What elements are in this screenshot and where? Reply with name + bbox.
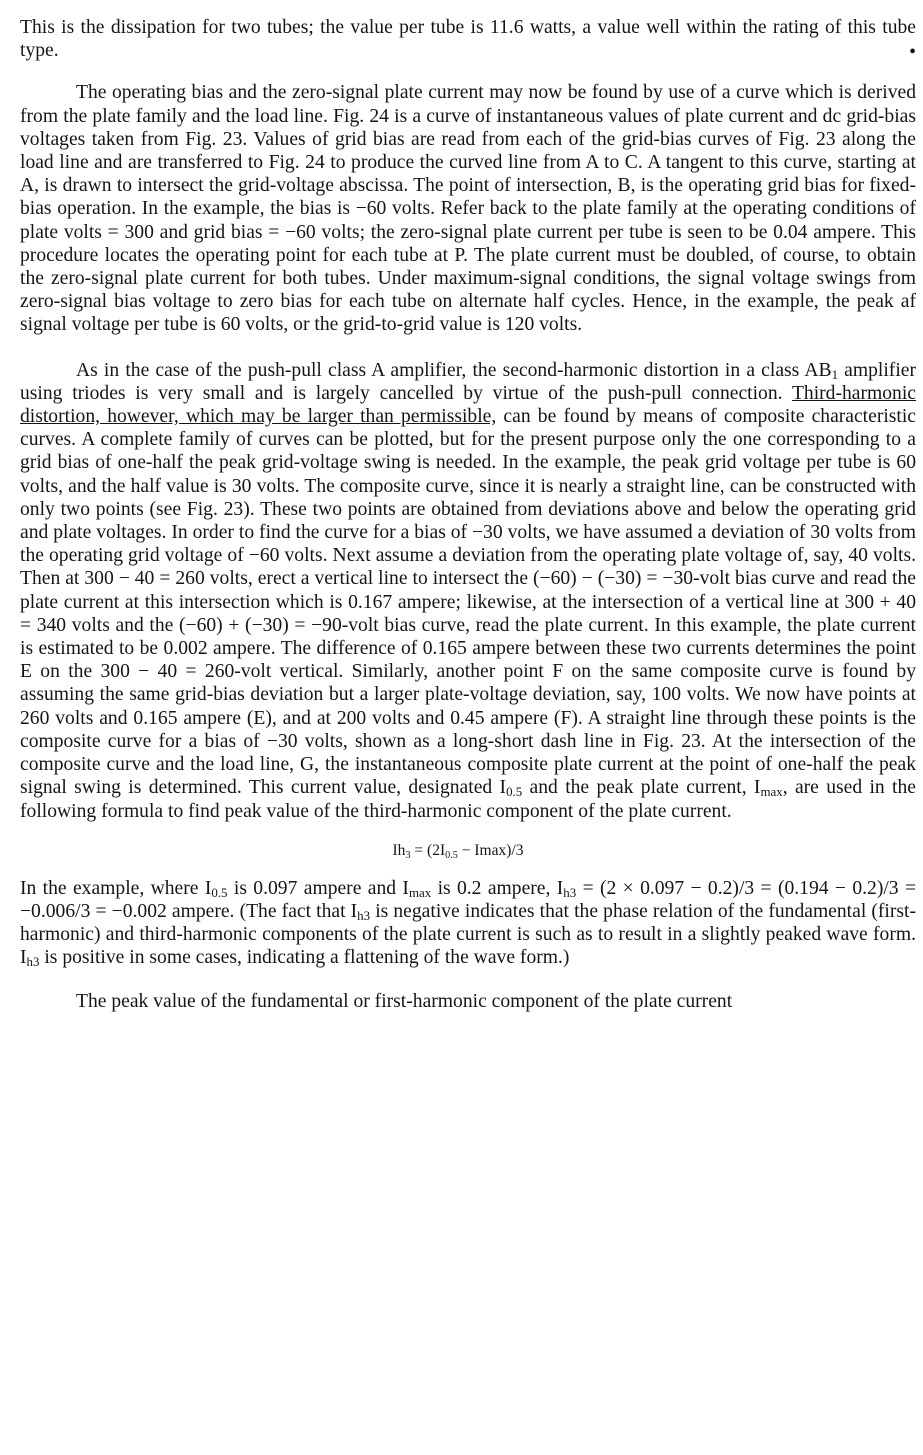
paragraph-peak-fundamental: The peak value of the fundamental or first-harmonic component of the plate current	[76, 990, 733, 1012]
p2-sub-a: 1	[831, 366, 839, 382]
p3-text-c: is 0.2 ampere, I	[431, 877, 564, 899]
p3-text-a: In the example, where I	[20, 877, 212, 899]
p2-sub-d: max	[760, 784, 783, 800]
p3-text-b: is 0.097 ampere and I	[227, 877, 409, 899]
p2-text-d: and the peak plate current, I	[522, 777, 761, 799]
paragraph-third-harmonic	[20, 359, 916, 823]
paragraph-operating-bias: The operating bias and the zero-signal plate current may now be found by use of a curve which is derived from the plate family and the load line. Fig. 24 is a curve of instantaneous values of plate current and dc grid-bias voltages taken from Fig. 23. Values of grid bias are read from each of the grid-bias curves of Fig. 23 along the load line and are transferred to Fig. 24 to produce the curved line from A to C. A tangent to this curve, starting at A, is drawn to intersect the grid-voltage abscissa. The point of intersection, B, is the operating grid bias for fixed-bias operation. In the example, the bias is −60 volts. Refer back to the plate family at the operating conditions of plate volts = 300 and grid bias = −60 volts; the zero-signal plate current per tube is seen to be 0.04 ampere. This procedure locates the operating point for each tube at P. The plate current must be doubled, of course, to obtain the zero-signal plate current for both tubes. Under maximum-signal conditions, the signal voltage swings from zero-signal bias voltage to zero bias for each tube on alternate half cycles. Hence, in the example, the peak af signal voltage per tube is 60 volts, or the grid-to-grid value is 120 volts.	[20, 82, 916, 336]
formula-part-a: Ih	[392, 841, 406, 859]
p3-text-e: is negative indicates that the phase relation of the fundamental (first-harmonic) and third-harmonic components of the plate current is such as to result in a slightly peaked wave form. I	[20, 900, 916, 969]
p3-sub-a: 0.5	[211, 884, 228, 900]
underlined-phrase: Third-harmonic distortion, however, which may be larger than permissible,	[20, 382, 916, 428]
formula-part-b: = (2I	[410, 841, 446, 859]
p3-text-f: is positive in some cases, indicating a flattening of the wave form.)	[39, 947, 570, 969]
paragraph-example-calc	[20, 877, 916, 970]
document-page	[20, 16, 916, 1013]
formula-sub-b: 0.5	[445, 849, 458, 861]
formula-third-harmonic	[20, 841, 916, 861]
p3-sub-d: h3	[357, 907, 371, 923]
bullet-mark: •	[909, 42, 916, 64]
paragraph-dissipation	[20, 16, 916, 62]
p2-text-e: , are used in the following formula to find peak value of the third-harmonic component of the plate current.	[20, 777, 916, 822]
p3-sub-b: max	[408, 884, 432, 900]
formula-sub-a: 3	[405, 849, 411, 861]
p2-text-c: can be found by means of composite characteristic curves. A complete family of curves can be plotted, but for the present purpose only the one corresponding to a grid bias of one-half the peak grid-voltage swing is needed. In the example, the peak grid voltage per tube is 60 volts, and the half value is 30 volts. The composite curve, since it is nearly a straight line, can be constructed with only two points (see Fig. 23). These two points are obtained from deviations above and below the operating grid and plate voltages. In order to find the curve for a bias of −30 volts, we have assumed a deviation of 30 volts from the operating grid voltage of −60 volts. Next assume a deviation from the operating plate voltage of, say, 40 volts. Then at 300 − 40 = 260 volts, erect a vertical line to intersect the (−60) − (−30) = −30-volt bias curve and read the plate current at this intersection which is 0.167 ampere; likewise, at the intersection of a vertical line at 300 + 40 = 340 volts and the (−60) + (−30) = −90-volt bias curve, read the plate current. In this example, the plate current is estimated to be 0.002 ampere. The difference of 0.165 ampere between these two currents determines the point E on the 300 − 40 = 260-volt vertical. Similarly, another point F on the same composite curve is found by assuming the same grid-bias deviation but a larger plate-voltage deviation, say, 100 volts. We now have points at 260 volts and 0.165 ampere (E), and at 200 volts and 0.45 ampere (F). A straight line through these points is the composite curve for a bias of −30 volts, shown as a long-short dash line in Fig. 23. At the intersection of the composite curve and the load line, G, the instantaneous composite plate current at the point of one-half the peak signal swing is determined. This current value, designated I	[20, 406, 917, 799]
p3-text-d: = (2 × 0.097 − 0.2)/3 = (0.194 − 0.2)/3 = −0.006/3 = −0.002 ampere. (The fact that I	[20, 877, 916, 922]
p2-text-a: As in the case of the push-pull class A amplifier, the second-harmonic distortion in a class AB	[76, 359, 832, 381]
formula-part-c: − Imax)/3	[457, 841, 524, 859]
p3-sub-e: h3	[26, 954, 40, 970]
p2-sub-c: 0.5	[506, 784, 523, 800]
p2-text-b: amplifier using triodes is very small and is largely cancelled by virtue of the push-pull connection.	[20, 359, 916, 404]
p3-sub-c: h3	[563, 884, 577, 900]
paragraph-dissipation-text: This is the dissipation for two tubes; the value per tube is 11.6 watts, a value well within the rating of this tube type.	[20, 17, 916, 62]
